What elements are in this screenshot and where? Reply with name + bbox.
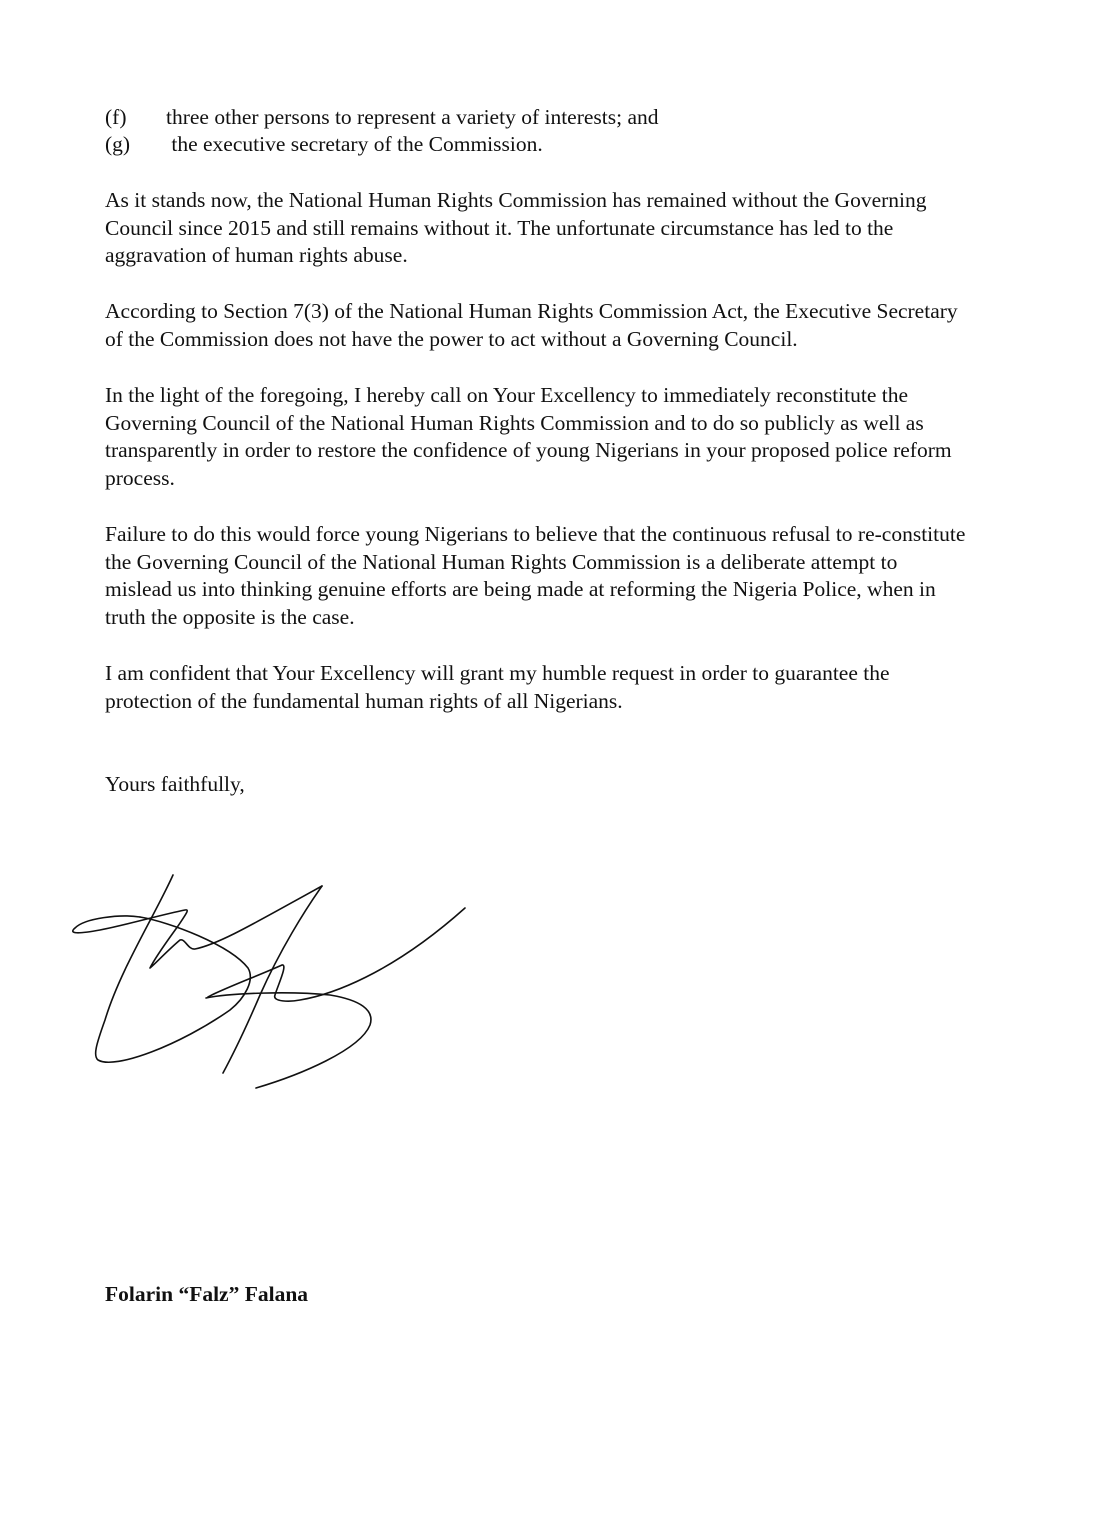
signature-icon <box>60 860 480 1100</box>
list-item-f <box>105 104 659 131</box>
text-line: In the light of the foregoing, I hereby call on Your Excellency to immediately reconstitute the <box>105 383 909 407</box>
list-item-text: three other persons to represent a variety of interests; and <box>166 105 659 129</box>
paragraph-call-to-reconstitute <box>105 382 1025 492</box>
paragraph-section-7-3 <box>105 298 1025 353</box>
text-line: Council since 2015 and still remains without it. The unfortunate circumstance has led to the <box>105 215 894 240</box>
text-line: of the Commission does not have the power to act without a Governing Council. <box>105 326 798 351</box>
paragraph-governing-council-status <box>105 187 1025 270</box>
list-marker: (f) <box>105 105 127 129</box>
text-line: transparently in order to restore the confidence of young Nigerians in your proposed police reform <box>105 438 952 463</box>
text-line: aggravation of human rights abuse. <box>105 243 408 268</box>
text-line: According to Section 7(3) of the National Human Rights Commission Act, the Executive Secretary <box>105 299 958 323</box>
text-line: the Governing Council of the National Human Rights Commission is a deliberate attempt to <box>105 549 898 574</box>
text-line: Governing Council of the National Human Rights Commission and to do so publicly as well as <box>105 410 924 435</box>
list-item-text: the executive secretary of the Commission. <box>166 132 543 156</box>
text-line: I am confident that Your Excellency will grant my humble request in order to guarantee the <box>105 661 890 685</box>
closing-salutation: Yours faithfully, <box>105 772 245 796</box>
list-item-g <box>105 131 543 158</box>
text-line: mislead us into thinking genuine efforts are being made at reforming the Nigeria Police, when in <box>105 577 936 602</box>
text-line: Failure to do this would force young Nigerians to believe that the continuous refusal to re-constitute <box>105 522 966 546</box>
list-marker: (g) <box>105 132 131 156</box>
signer-name: Folarin “Falz” Falana <box>105 1282 309 1306</box>
paragraph-confidence <box>105 660 1025 715</box>
text-line: process. <box>105 465 175 490</box>
text-line: protection of the fundamental human rights of all Nigerians. <box>105 688 623 713</box>
text-line: truth the opposite is the case. <box>105 604 355 629</box>
text-line: As it stands now, the National Human Rights Commission has remained without the Governing <box>105 188 927 212</box>
paragraph-failure-consequence <box>105 521 1025 631</box>
